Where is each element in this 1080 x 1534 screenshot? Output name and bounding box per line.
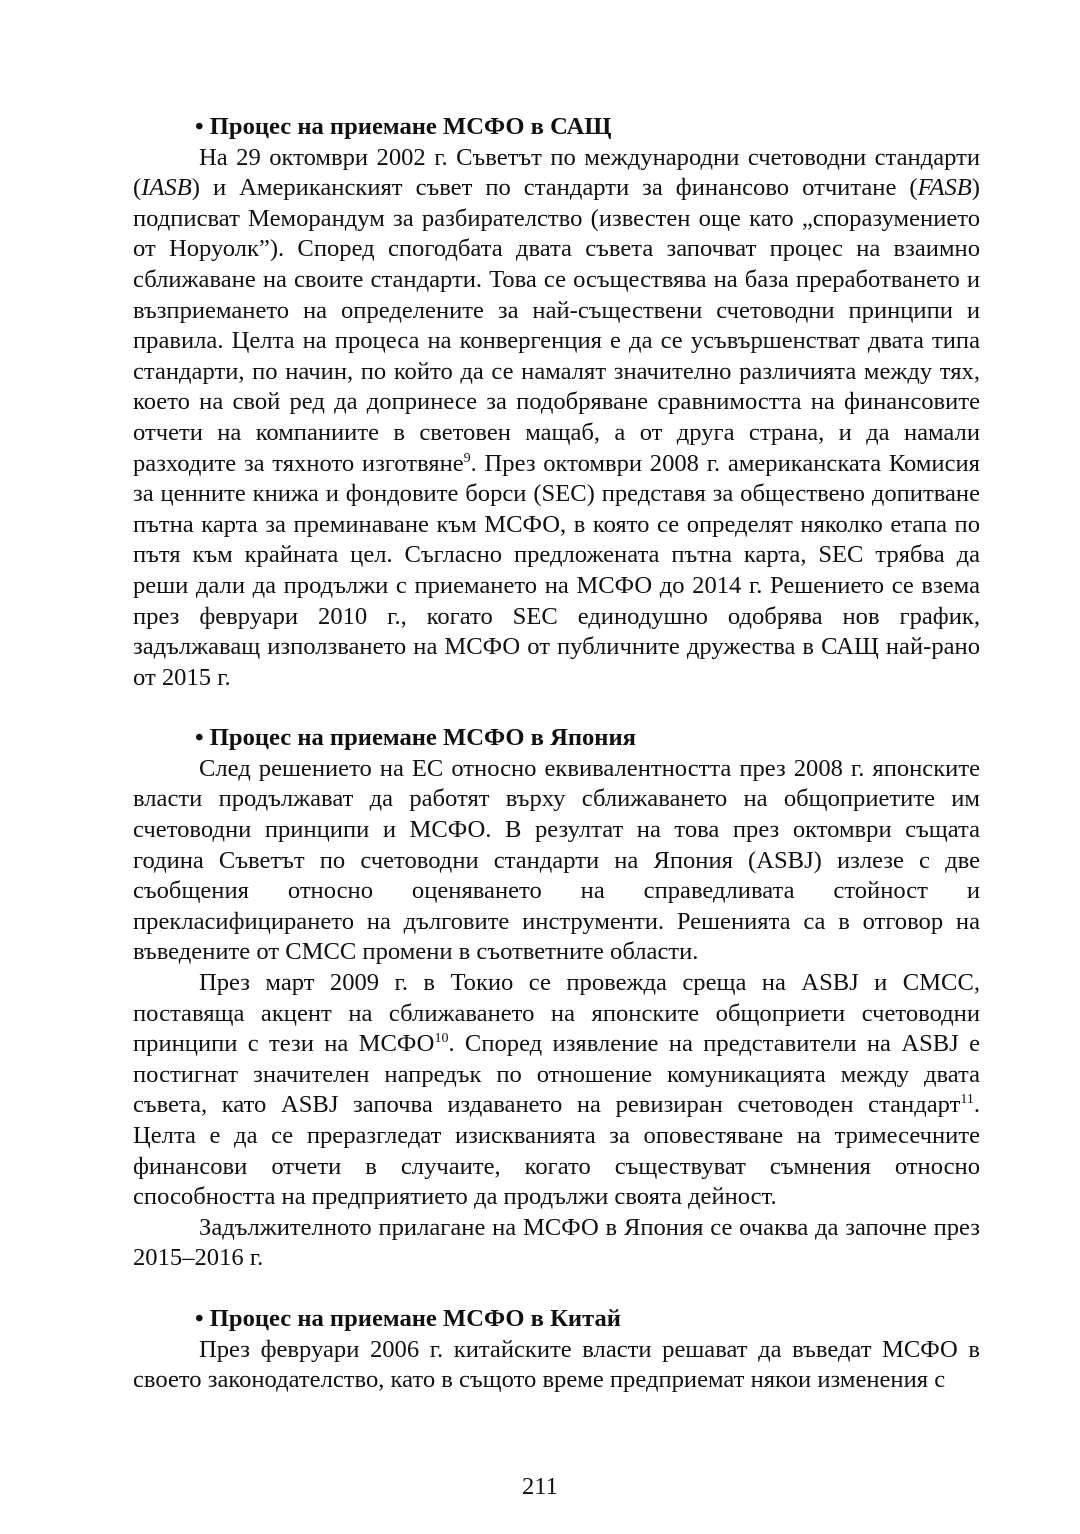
- section-spacer: [133, 1274, 980, 1304]
- text-run: . През октомври 2008 г. американската Комисия за ценните книжа и фондовите борси (SEC) представя за обществено допитване пътна карта за преминаване към МСФО, в която се определят няколко етапа по пътя към крайната цел. Съгласно предложената пътна карта, SEC трябва да реши дали да продължи с приемането на МСФО до 2014 г. Решението се взема през февруари 2010 г., когато SEC единодушно одобрява нов график, задължаващ използването на МСФО от публичните дружества в САЩ най-рано от 2015 г.: [133, 449, 980, 691]
- text-run: През март 2009 г. в Токио се провежда среща на ASBJ и СМСС, поставяща акцент на сближаването на японските общоприети счетоводни принципи с тези на МСФО: [133, 969, 980, 1058]
- footnote-ref-9[interactable]: 9: [463, 450, 471, 466]
- page-number: 211: [522, 1473, 558, 1500]
- paragraph-japan-2: [133, 968, 980, 1213]
- paragraph-japan-1: След решението на ЕС относно еквивалентността през 2008 г. японските власти продължават да работят върху сближаването на общоприетите им счетоводни принципи и МСФО. В резултат на това през октомври същата година Съветът по счетоводни стандарти на Япония (ASBJ) излезе с две съобщения относно оценяването на справедливата стойност и прекласифицирането на дълговите инструменти. Решенията са в отговор на въведените от СМСС промени в съответните области.: [133, 754, 980, 966]
- section-usa: [133, 112, 980, 693]
- footnote-ref-10[interactable]: 10: [434, 1031, 449, 1047]
- abbr-iasb: IASB: [141, 174, 192, 202]
- page-body: [133, 112, 980, 1396]
- section-heading-japan: • Процес на приемане МСФО в Япония: [195, 724, 636, 752]
- footnote-ref-11[interactable]: 11: [960, 1092, 974, 1108]
- section-heading-usa: • Процес на приемане МСФО в САЩ: [195, 113, 612, 140]
- abbr-fasb: FASB: [917, 174, 972, 202]
- section-spacer: [133, 693, 980, 723]
- section-japan: [133, 723, 980, 1274]
- text-run: ) подписват Меморандум за разбирателство (известен още като „споразумението от Норуолк”). Според спогодбата двата съвета започват процес на взаимно сближаване на своите стандарти. Това се осъществява на база преработването и възприемането на определените за най-съществени счетоводни принципи и правила. Целта на процеса на конвергенция е да се усъвършенстват двата типа стандарти, по начин, по който да се намалят значително различията между тях, което на свой ред да допринесе за подобряване сравнимостта на финансовите отчети на компаниите в световен мащаб, а от друга страна, и да намали разходите за тяхното изготвяне: [133, 174, 980, 477]
- text-run: . Целта е да се преразгледат изискванията за оповестяване на тримесечните финансови отчети в случаите, когато съществуват съмнения относно способността на предприятието да продължи своята дейност.: [133, 1091, 980, 1211]
- paragraph-japan-3: Задължителното прилагане на МСФО в Япония се очаква да започне през 2015–2016 г.: [133, 1213, 980, 1272]
- section-heading-china: • Процес на приемане МСФО в Китай: [195, 1304, 621, 1332]
- text-run: На 29 октомври 2002 г. Съветът по международни счетоводни стандарти (: [133, 143, 980, 202]
- text-run: ) и Американският съвет по стандарти за финансово отчитане (: [191, 174, 918, 202]
- paragraph-usa-1: [133, 143, 980, 694]
- section-china: [133, 1304, 980, 1396]
- paragraph-china-1: През февруари 2006 г. китайските власти решават да въведат МСФО в своето законодателство, като в същото време предприемат някои изменения с: [133, 1335, 980, 1394]
- text-run: . Според изявление на представители на ASBJ е постигнат значителен напредък по отношение комуникацията между двата съвета, като ASBJ започва издаването на ревизиран счетоводен стандарт: [133, 1030, 981, 1119]
